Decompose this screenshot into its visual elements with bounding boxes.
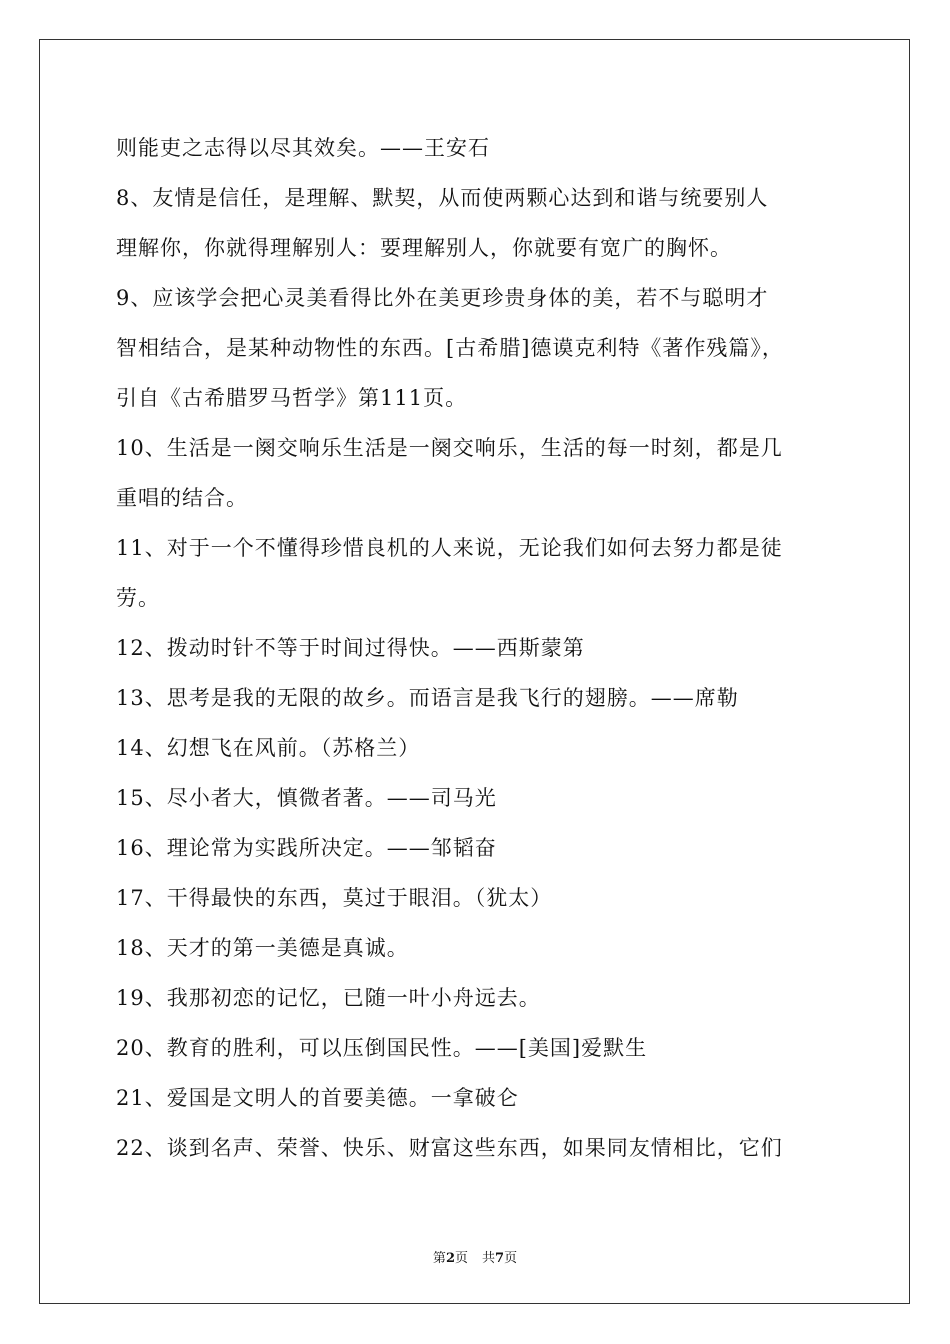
page-prefix: 第 xyxy=(432,1251,446,1266)
total-suffix: 页 xyxy=(504,1251,518,1266)
text-line: 18、天才的第一美德是真诚。 xyxy=(116,936,409,960)
text-line: 13、思考是我的无限的故乡。而语言是我飞行的翅膀。——席勒 xyxy=(116,686,739,710)
current-page-number: 2 xyxy=(445,1251,455,1266)
total-prefix: 共 xyxy=(482,1251,496,1266)
text-line: 则能吏之志得以尽其效矣。——王安石 xyxy=(116,136,490,160)
text-line: 重唱的结合。 xyxy=(116,486,248,510)
page-suffix: 页 xyxy=(454,1251,468,1266)
text-line: 21、爱国是文明人的首要美德。一拿破仑 xyxy=(116,1086,519,1110)
text-line: 智相结合，是某种动物性的东西。[古希腊]德谟克利特《著作残篇》， xyxy=(116,336,784,360)
text-line: 8、友情是信任，是理解、默契，从而使两颗心达到和谐与统要别人 xyxy=(116,186,769,210)
text-line: 20、教育的胜利，可以压倒国民性。——[美国]爱默生 xyxy=(116,1036,648,1060)
text-line: 15、尽小者大，慎微者著。——司马光 xyxy=(116,786,497,810)
text-line: 10、生活是一阕交响乐生活是一阕交响乐，生活的每一时刻，都是几 xyxy=(116,436,783,460)
text-line: 22、谈到名声、荣誉、快乐、财富这些东西，如果同友情相比，它们 xyxy=(116,1136,783,1160)
text-line: 12、拨动时针不等于时间过得快。——西斯蒙第 xyxy=(116,636,585,660)
text-line: 19、我那初恋的记忆，已随一叶小舟远去。 xyxy=(116,986,541,1010)
text-line: 引自《古希腊罗马哲学》第111页。 xyxy=(116,386,468,410)
text-line: 17、干得最快的东西，莫过于眼泪。（犹太） xyxy=(116,886,553,910)
text-line: 14、幻想飞在风前。（苏格兰） xyxy=(116,736,421,760)
text-line: 11、对于一个不懂得珍惜良机的人来说，无论我们如何去努力都是徒 xyxy=(116,536,783,560)
page-footer xyxy=(0,1247,950,1266)
total-page-number: 7 xyxy=(495,1251,505,1266)
text-line: 理解你，你就得理解别人：要理解别人，你就要有宽广的胸怀。 xyxy=(116,236,732,260)
text-line: 16、理论常为实践所决定。——邹韬奋 xyxy=(116,836,497,860)
document-body xyxy=(116,128,856,1178)
text-line: 9、应该学会把心灵美看得比外在美更珍贵身体的美，若不与聪明才 xyxy=(116,286,769,310)
text-line: 劳。 xyxy=(116,586,160,610)
